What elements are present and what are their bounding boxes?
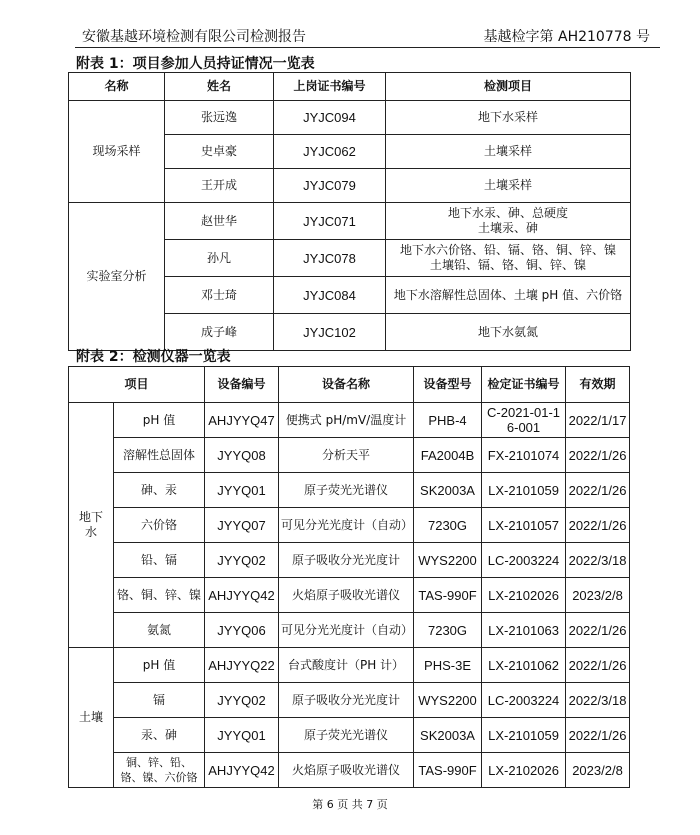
column-header: 设备编号 (205, 367, 279, 403)
device-id-cell: JYYQ06 (205, 613, 279, 648)
test-item-cell: 砷、汞 (114, 473, 205, 508)
person-name-cell: 赵世华 (165, 203, 274, 240)
test-items-cell (386, 277, 631, 314)
person-name-cell: 邓士琦 (165, 277, 274, 314)
table-row (69, 578, 630, 613)
table-row (69, 203, 631, 240)
test-items-cell (386, 169, 631, 203)
device-model-cell: FA2004B (414, 438, 482, 473)
calibration-cert-cell: LX-2101057 (482, 508, 566, 543)
device-name-cell: 火焰原子吸收光谱仪 (279, 753, 414, 788)
calibration-cert-cell: LX-2102026 (482, 753, 566, 788)
device-model-cell: PHS-3E (414, 648, 482, 683)
test-items-line: 地下水氨氮 (477, 324, 538, 339)
device-model-cell: WYS2200 (414, 683, 482, 718)
device-name-cell: 原子吸收分光光度计 (279, 683, 414, 718)
certificate-number-cell: JYJC079 (274, 169, 386, 203)
calibration-cert-cell: LX-2101059 (482, 718, 566, 753)
device-id-cell: JYYQ07 (205, 508, 279, 543)
page-number: 第 6 页 共 7 页 (312, 798, 388, 811)
device-id-cell: JYYQ02 (205, 543, 279, 578)
device-id-cell: JYYQ08 (205, 438, 279, 473)
valid-until-cell: 2023/2/8 (566, 753, 630, 788)
table1-header-row (69, 73, 631, 101)
test-items-line: 地下水溶解性总固体、土壤 pH 值、六价铬 (393, 287, 623, 302)
table-row (69, 543, 630, 578)
device-name-cell: 分析天平 (279, 438, 414, 473)
person-name-cell: 张远逸 (165, 101, 274, 135)
table2-header-row (69, 367, 630, 403)
test-items-cell (386, 135, 631, 169)
certificate-number-cell: JYJC062 (274, 135, 386, 169)
test-item-cell: 镉 (114, 683, 205, 718)
table-row (69, 101, 631, 135)
test-items-line: 地下水六价铬、铅、镉、铬、铜、锌、镍 (399, 243, 616, 257)
column-header: 姓名 (165, 73, 274, 101)
device-model-cell: TAS-990F (414, 753, 482, 788)
valid-until-cell: 2022/1/17 (566, 403, 630, 438)
calibration-cert-cell: LX-2102026 (482, 578, 566, 613)
device-model-cell: WYS2200 (414, 543, 482, 578)
test-item-cell: 铜、锌、铅、铬、镍、六价铬 (114, 753, 205, 788)
report-number: 基越检字第 AH210778 号 (483, 29, 650, 45)
column-header: 有效期 (566, 367, 630, 403)
certificate-number-cell: JYJC102 (274, 314, 386, 351)
test-item-cell: 氨氮 (114, 613, 205, 648)
device-id-cell: AHJYYQ42 (205, 578, 279, 613)
table-row (69, 718, 630, 753)
test-items-line: 土壤汞、砷 (477, 221, 538, 235)
device-model-cell: PHB-4 (414, 403, 482, 438)
device-id-cell: JYYQ02 (205, 683, 279, 718)
test-items-line: 土壤采样 (483, 178, 532, 192)
test-items-line: 地下水采样 (477, 110, 538, 124)
valid-until-cell: 2023/2/8 (566, 578, 630, 613)
valid-until-cell: 2022/1/26 (566, 613, 630, 648)
device-name-cell: 原子吸收分光光度计 (279, 543, 414, 578)
test-item-cell: 铅、镉 (114, 543, 205, 578)
personnel-certificate-table (68, 72, 631, 351)
device-model-cell: 7230G (414, 613, 482, 648)
test-item-cell: 六价铬 (114, 508, 205, 543)
certificate-number-cell: JYJC084 (274, 277, 386, 314)
device-model-cell: SK2003A (414, 718, 482, 753)
device-model-cell: SK2003A (414, 473, 482, 508)
table1-title: 附表 1：项目参加人员持证情况一览表 (76, 56, 315, 72)
certificate-number-cell: JYJC071 (274, 203, 386, 240)
device-name-cell: 可见分光光度计（自动） (279, 508, 414, 543)
device-name-cell: 原子荧光光谱仪 (279, 718, 414, 753)
valid-until-cell: 2022/1/26 (566, 508, 630, 543)
test-item-cell: 汞、砷 (114, 718, 205, 753)
test-items-cell (386, 240, 631, 277)
calibration-cert-cell: FX-2101074 (482, 438, 566, 473)
person-name-cell: 成子峰 (165, 314, 274, 351)
column-header: 检定证书编号 (482, 367, 566, 403)
person-name-cell: 史卓豪 (165, 135, 274, 169)
device-id-cell: JYYQ01 (205, 473, 279, 508)
table-row (69, 648, 630, 683)
table-row (69, 403, 630, 438)
device-name-cell: 可见分光光度计（自动） (279, 613, 414, 648)
table-row (69, 753, 630, 788)
valid-until-cell: 2022/1/26 (566, 438, 630, 473)
column-header: 设备型号 (414, 367, 482, 403)
device-name-cell: 火焰原子吸收光谱仪 (279, 578, 414, 613)
group-name-cell: 现场采样 (69, 101, 165, 203)
test-item-cell: 溶解性总固体 (114, 438, 205, 473)
calibration-cert-cell: LX-2101063 (482, 613, 566, 648)
report-company-header: 安徽基越环境检测有限公司检测报告 (82, 29, 306, 45)
test-item-cell: pH 值 (114, 648, 205, 683)
certificate-number-cell: JYJC078 (274, 240, 386, 277)
table-row (69, 613, 630, 648)
table2-title: 附表 2：检测仪器一览表 (76, 349, 231, 365)
column-header: 项目 (69, 367, 205, 403)
certificate-number-cell: JYJC094 (274, 101, 386, 135)
device-id-cell: AHJYYQ42 (205, 753, 279, 788)
device-model-cell: TAS-990F (414, 578, 482, 613)
column-header: 检测项目 (386, 73, 631, 101)
medium-group-cell: 土壤 (69, 648, 114, 788)
test-items-cell (386, 203, 631, 240)
person-name-cell: 王开成 (165, 169, 274, 203)
table-row (69, 473, 630, 508)
calibration-cert-cell: LC-2003224 (482, 543, 566, 578)
calibration-cert-cell: LX-2101062 (482, 648, 566, 683)
calibration-cert-cell: LX-2101059 (482, 473, 566, 508)
test-items-cell (386, 101, 631, 135)
device-name-cell: 台式酸度计（PH 计） (279, 648, 414, 683)
device-name-cell: 原子荧光光谱仪 (279, 473, 414, 508)
valid-until-cell: 2022/3/18 (566, 543, 630, 578)
valid-until-cell: 2022/3/18 (566, 683, 630, 718)
device-model-cell: 7230G (414, 508, 482, 543)
device-id-cell: AHJYYQ22 (205, 648, 279, 683)
table-row (69, 508, 630, 543)
instrument-table (68, 366, 630, 788)
device-name-cell: 便携式 pH/mV/温度计 (279, 403, 414, 438)
calibration-cert-cell: C-2021-01-16-001 (482, 403, 566, 438)
group-name-cell: 实验室分析 (69, 203, 165, 351)
test-items-line: 土壤采样 (483, 144, 532, 158)
test-items-line: 地下水汞、砷、总硬度 (447, 206, 568, 220)
calibration-cert-cell: LC-2003224 (482, 683, 566, 718)
table-row (69, 683, 630, 718)
test-items-line: 土壤铅、镉、铬、铜、锌、镍 (429, 258, 586, 272)
test-item-cell: 铬、铜、锌、镍 (114, 578, 205, 613)
column-header: 上岗证书编号 (274, 73, 386, 101)
person-name-cell: 孙凡 (165, 240, 274, 277)
valid-until-cell: 2022/1/26 (566, 473, 630, 508)
medium-group-cell: 地下水 (69, 403, 114, 648)
column-header: 设备名称 (279, 367, 414, 403)
header-divider (75, 47, 660, 48)
valid-until-cell: 2022/1/26 (566, 718, 630, 753)
test-items-cell (386, 314, 631, 351)
column-header: 名称 (69, 73, 165, 101)
valid-until-cell: 2022/1/26 (566, 648, 630, 683)
device-id-cell: AHJYYQ47 (205, 403, 279, 438)
test-item-cell: pH 值 (114, 403, 205, 438)
table-row (69, 438, 630, 473)
device-id-cell: JYYQ01 (205, 718, 279, 753)
